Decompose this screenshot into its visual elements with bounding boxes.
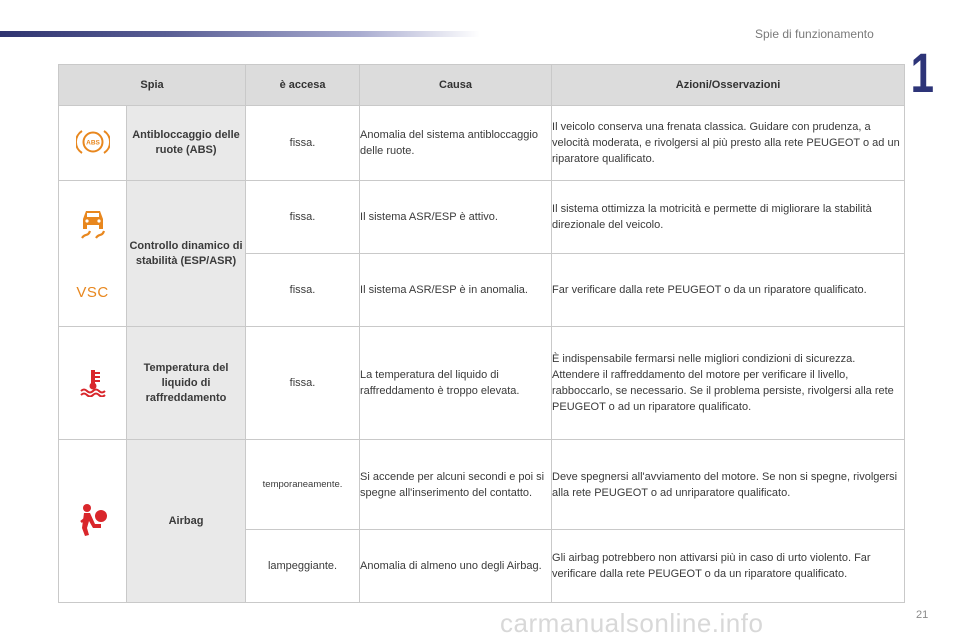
cause-cell: La temperatura del liquido di raffreddamento è troppo elevata. bbox=[360, 327, 552, 440]
cause-cell: Il sistema ASR/ESP è attivo. bbox=[360, 181, 552, 254]
warning-name: Controllo dinamico di stabilità (ESP/ASR) bbox=[127, 181, 246, 327]
action-cell: Far verificare dalla rete PEUGEOT o da un riparatore qualificato. bbox=[552, 254, 905, 327]
column-header-spia: Spia bbox=[59, 65, 246, 106]
warning-lights-table bbox=[58, 64, 905, 603]
svg-text:ABS: ABS bbox=[85, 139, 100, 146]
table-row bbox=[59, 181, 905, 254]
chapter-number: 1 bbox=[910, 41, 934, 104]
column-header-causa: Causa bbox=[360, 65, 552, 106]
icon-cell bbox=[59, 440, 127, 603]
icon-cell bbox=[59, 106, 127, 181]
icon-cell bbox=[59, 327, 127, 440]
warning-name: Temperatura del liquido di raffreddamento bbox=[127, 327, 246, 440]
column-header-stato: è accesa bbox=[246, 65, 360, 106]
status-cell: temporaneamente. bbox=[246, 440, 360, 530]
cause-cell: Il sistema ASR/ESP è in anomalia. bbox=[360, 254, 552, 327]
action-cell: Gli airbag potrebbero non attivarsi più in caso di urto violento. Far verificare dalla rete PEUGEOT o da un riparatore qualificato. bbox=[552, 530, 905, 603]
table-row bbox=[59, 440, 905, 530]
cause-cell: Anomalia del sistema antibloccaggio delle ruote. bbox=[360, 106, 552, 181]
coolant-temperature-icon bbox=[78, 367, 108, 400]
watermark: carmanualsonline.info bbox=[500, 608, 764, 638]
status-cell: fissa. bbox=[246, 106, 360, 181]
esp-skid-icon bbox=[78, 207, 108, 244]
cause-cell: Si accende per alcuni secondi e poi si spegne all'inserimento del contatto. bbox=[360, 440, 552, 530]
action-cell: Il veicolo conserva una frenata classica. Guidare con prudenza, a velocità moderata, e rivolgersi al più presto alla rete PEUGEOT o ad un riparatore qualificato. bbox=[552, 106, 905, 181]
table-row bbox=[59, 327, 905, 440]
action-cell: È indispensabile fermarsi nelle migliori condizioni di sicurezza. Attendere il raffreddamento del motore per verificare il livello, rabboccarlo, se necessario. Se il problema persiste, rivolgersi alla rete PEUGEOT o ad un riparatore qualificato. bbox=[552, 327, 905, 440]
cause-cell: Anomalia di almeno uno degli Airbag. bbox=[360, 530, 552, 603]
status-cell: lampeggiante. bbox=[246, 530, 360, 603]
status-cell: fissa. bbox=[246, 327, 360, 440]
status-cell: fissa. bbox=[246, 254, 360, 327]
abs-warning-icon bbox=[76, 128, 110, 159]
action-cell: Deve spegnersi all'avviamento del motore. Se non si spegne, rivolgersi alla rete PEUGEOT o ad unriparatore qualificato. bbox=[552, 440, 905, 530]
page-number: 21 bbox=[916, 609, 929, 621]
header-accent-bar bbox=[0, 31, 480, 37]
table-row bbox=[59, 106, 905, 181]
section-title: Spie di funzionamento bbox=[755, 27, 874, 41]
column-header-azioni: Azioni/Osservazioni bbox=[552, 65, 905, 106]
vsc-label: VSC bbox=[76, 283, 109, 301]
table-header-row bbox=[59, 65, 905, 106]
icon-cell bbox=[59, 181, 127, 327]
warning-name: Airbag bbox=[127, 440, 246, 603]
action-cell: Il sistema ottimizza la motricità e permette di migliorare la stabilità direzionale del veicolo. bbox=[552, 181, 905, 254]
status-cell: fissa. bbox=[246, 181, 360, 254]
warning-name: Antibloccaggio delle ruote (ABS) bbox=[127, 106, 246, 181]
airbag-icon bbox=[77, 502, 109, 541]
